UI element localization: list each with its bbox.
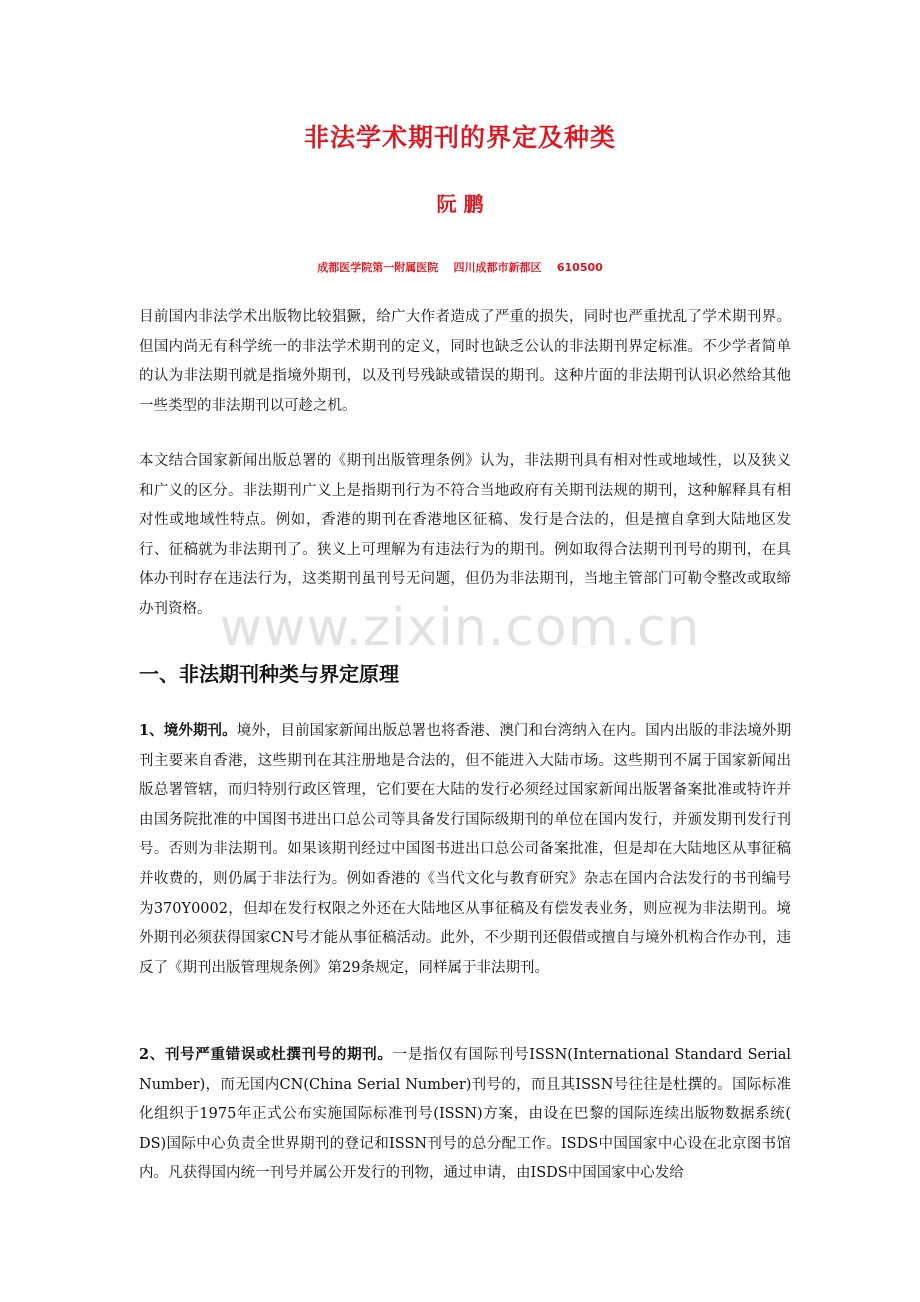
item-lead-1: 1、境外期刊。 xyxy=(139,722,237,739)
item-lead-2: 2、刊号严重错误或杜撰刊号的期刊。 xyxy=(139,1046,393,1063)
intro-paragraph-2: 本文结合国家新闻出版总署的《期刊出版管理条例》认为，非法期刊具有相对性或地域性，以及狭义和广义的区分。非法期刊广义上是指期刊行为不符合当地政府有关期刊法规的期刊，这种解释具有相对性或地域性特点。例如，香港的期刊在香港地区征稿、发行是合法的，但是擅自拿到大陆地区发行、征稿就为非法期刊了。狭义上可理解为有违法行为的期刊。例如取得合法期刊刊号的期刊，在具体办刊时存在违法行为，这类期刊虽刊号无问题，但仍为非法期刊，当地主管部门可勒令整改或取缔办刊资格。 xyxy=(139,453,791,617)
watermark: www.zixin.com.cn xyxy=(219,598,701,658)
intro-paragraph-1: 目前国内非法学术出版物比较猖獗，给广大作者造成了严重的损失，同时也严重扰乱了学术期刊界。但国内尚无有科学统一的非法学术期刊的定义，同时也缺乏公认的非法期刊界定标准。不少学者简单的认为非法期刊就是指境外期刊，以及刊号残缺或错误的期刊。这种片面的非法期刊认识必然给其他一些类型的非法期刊以可趁之机。 xyxy=(139,309,791,414)
item-text-2: 一是指仅有国际刊号ISSN(International Standard Serial Number)，而无国内CN(China Serial Number)刊号的，而且其ISSN号往往是杜撰的。国际标准化组织于1975年正式公布实施国际标准刊号(ISSN)方案，由设在巴黎的国际连续出版物数据系统( DS)国际中心负责全世界期刊的登记和ISSN刊号的总分配工作。ISDS中国国家中心设在北京图书馆内。凡获得国内统一刊号并属公开发行的刊物，通过申请，由ISDS中国国家中心发给 xyxy=(139,1047,791,1182)
section-heading: 一、非法期刊种类与界定原理 xyxy=(139,662,399,686)
item-text-1: 境外，目前国家新闻出版总署也将香港、澳门和台湾纳入在内。国内出版的非法境外期刊主要来自香港，这些期刊在其注册地是合法的，但不能进入大陆市场。这些期刊不属于国家新闻出版总署管辖，而归特别行政区管理，它们要在大陆的发行必须经过国家新闻出版署备案批准或特许并由国务院批准的中国图书进出口总公司等具备发行国际级期刊的单位在国内发行，并颁发期刊发行刊号。否则为非法期刊。如果该期刊经过中国图书进出口总公司备案批准，但是却在大陆地区从事征稿并收费的，则仍属于非法行为。例如香港的《当代文化与教育研究》杂志在国内合法发行的书刊编号为370Y0002，但却在发行权限之外还在大陆地区从事征稿及有偿发表业务，则应视为非法期刊。境外期刊必须获得国家CN号才能从事征稿活动。此外，不少期刊还假借或擅自与境外机构合作办刊，违反了《期刊出版管理规条例》第29条规定，同样属于非法期刊。 xyxy=(139,723,792,976)
document-title: 非法学术期刊的界定及种类 xyxy=(303,123,616,152)
item-paragraph-1 xyxy=(139,716,791,983)
author-affiliation: 成都医学院第一附属医院 四川成都市新都区 610500 xyxy=(317,261,603,274)
item-paragraph-2 xyxy=(139,1040,791,1189)
author-name: 阮 鹏 xyxy=(436,192,484,216)
